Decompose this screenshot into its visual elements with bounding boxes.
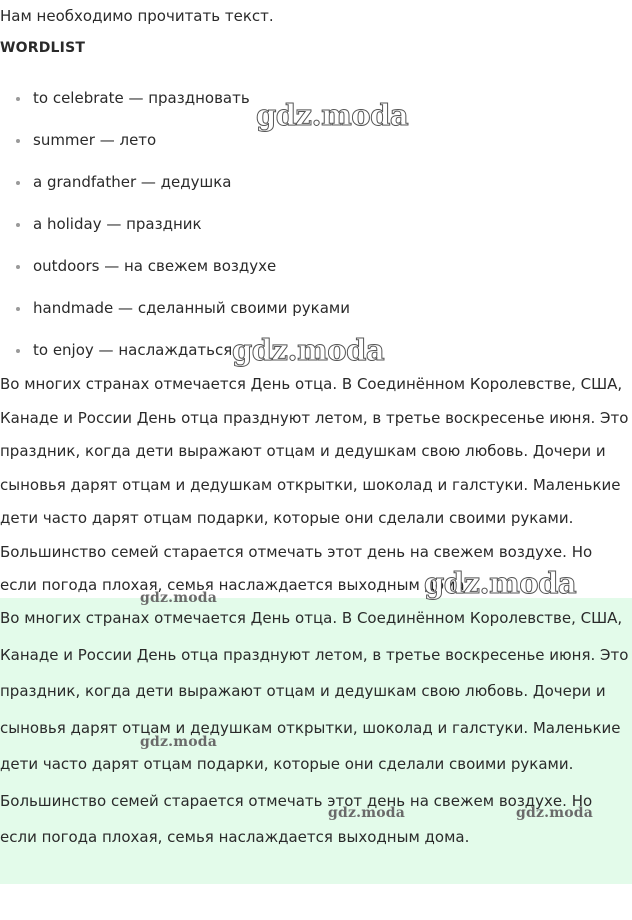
text-paragraph: Во многих странах отмечается День отца. В Соединённом Королевстве, США, Канаде и России День отца празднуют летом, в третье воскресенье июня. Это праздник, когда дети выражают отцам и дедушкам свою любовь. Дочери и сыновья дарят отцам и дедушкам открытки, шоколад и галстуки. Маленькие дети часто дарят отцам подарки, которые они сделали своими руками. Большинство семей старается отмечать этот день на свежем воздухе. Но если погода плохая, семья наслаждается выходным дома. [0,375,629,594]
watermark-logo: gdz.moda [424,566,577,600]
wordlist-item [0,298,350,340]
watermark-small: gdz.moda [516,805,594,821]
watermark-logo: gdz.moda [232,333,385,367]
bullet-icon [16,139,20,143]
bullet-icon [16,223,20,227]
wordlist-item [0,256,350,298]
watermark-small: gdz.moda [140,734,218,750]
bullet-icon [16,265,20,269]
wordlist [0,88,350,382]
wordlist-item-text: outdoors — на свежем воздухе [33,257,277,275]
bullet-icon [16,97,20,101]
wordlist-item [0,214,350,256]
bullet-icon [16,349,20,353]
bullet-icon [16,181,20,185]
watermark-small: gdz.moda [140,590,218,606]
watermark-logo: gdz.moda [256,98,409,132]
wordlist-item [0,130,350,172]
translation-paragraph: Во многих странах отмечается День отца. В Соединённом Королевстве, США, Канаде и России День отца празднуют летом, в третье воскресенье июня. Это праздник, когда дети выражают отцам и дедушкам свою любовь. Дочери и сыновья дарят отцам и дедушкам открытки, шоколад и галстуки. Маленькие дети часто дарят отцам подарки, которые они сделали своими руками. Большинство семей старается отмечать этот день на свежем воздухе. Но если погода плохая, семья наслаждается выходным дома. [0,609,629,846]
wordlist-item-text: to celebrate — праздновать [33,89,250,107]
wordlist-item [0,88,350,130]
watermark-small: gdz.moda [328,805,406,821]
wordlist-item-text: a grandfather — дедушка [33,173,232,191]
wordlist-item-text: a holiday — праздник [33,215,202,233]
wordlist-item [0,172,350,214]
translation-box [0,598,632,884]
wordlist-item-text: to enjoy — наслаждаться [33,341,233,359]
wordlist-heading: WORDLIST [0,40,86,56]
wordlist-item-text: summer — лето [33,131,157,149]
bullet-icon [16,307,20,311]
intro-text: Нам необходимо прочитать текст. [0,7,274,25]
wordlist-item-text: handmade — сделанный своими руками [33,299,350,317]
